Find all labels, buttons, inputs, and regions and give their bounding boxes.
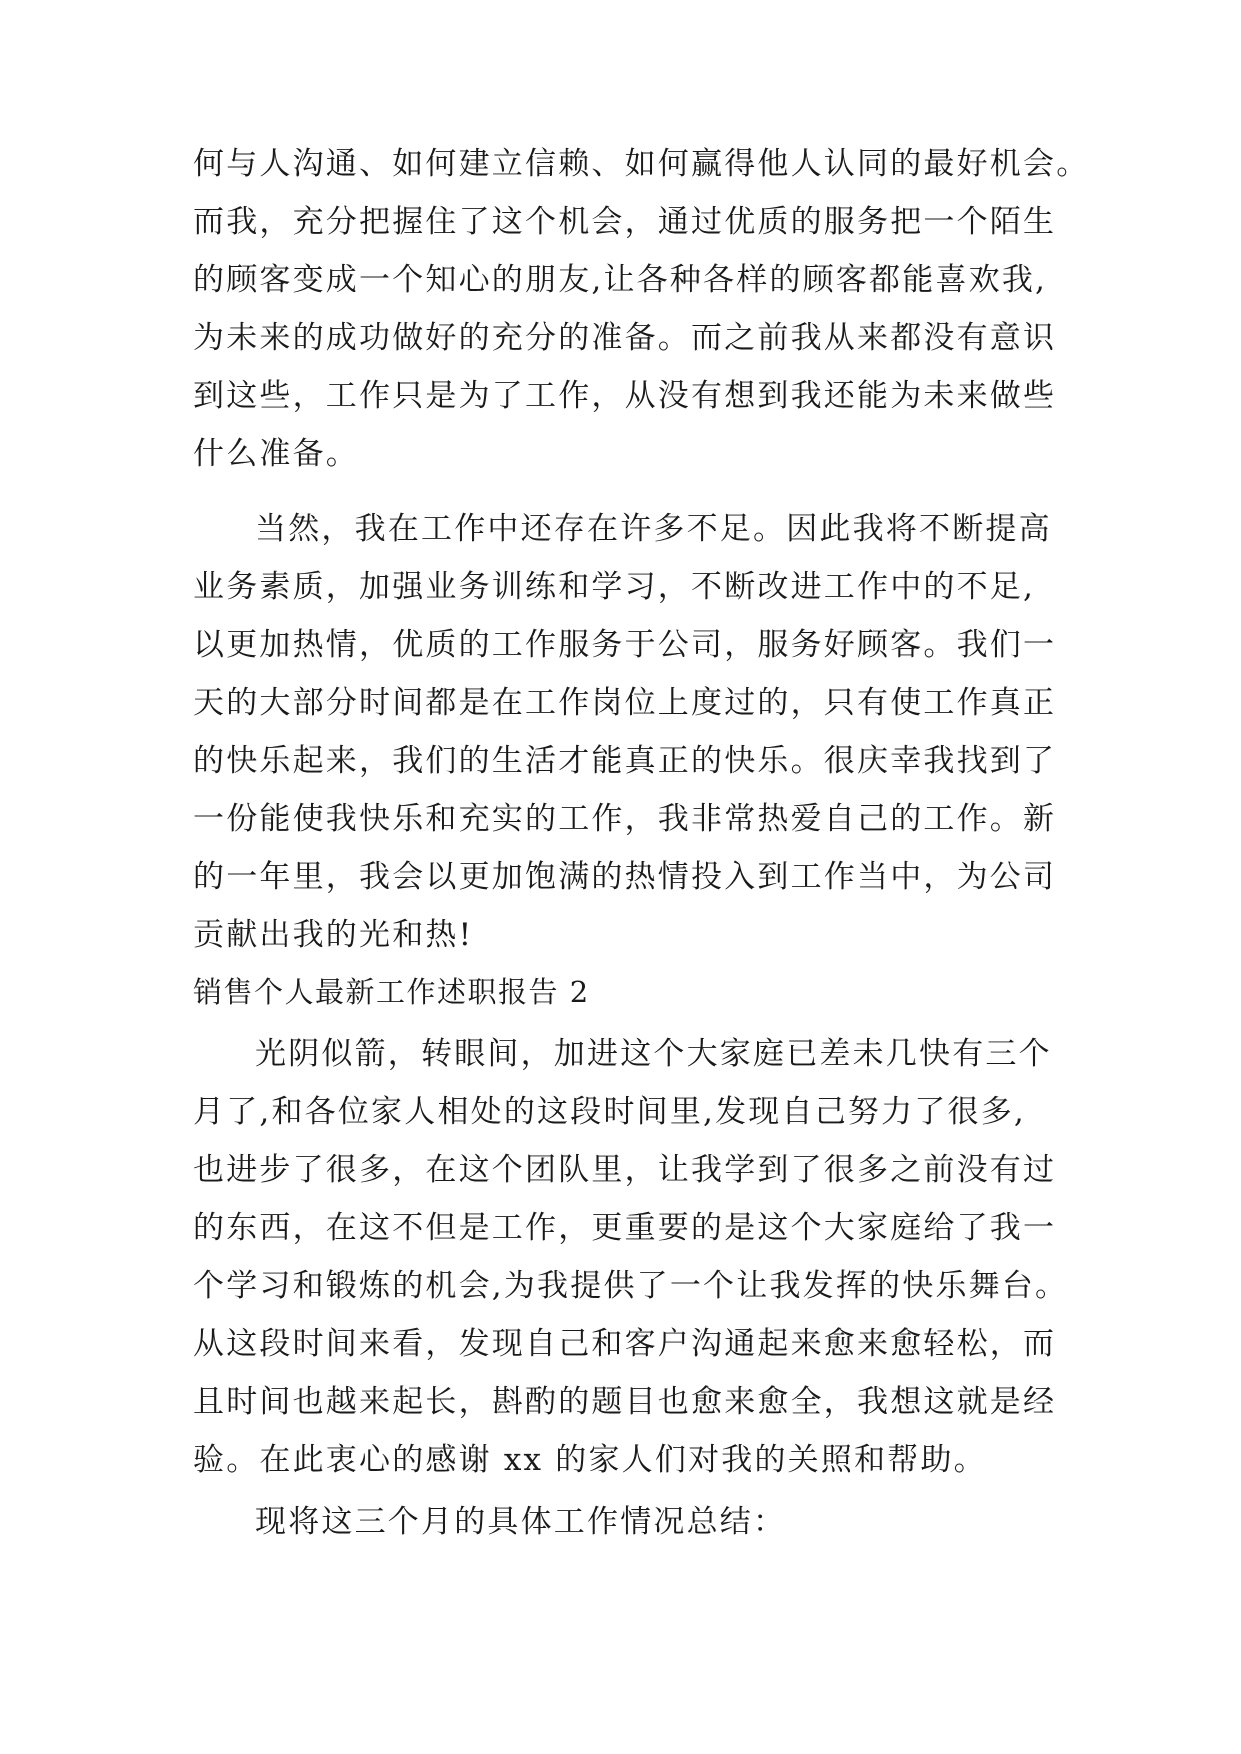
paragraph-line: 且时间也越来起长，斟酌的题目也愈来愈全，我想这就是经 bbox=[193, 1384, 1057, 1420]
paragraph-line: 为未来的成功做好的充分的准备。而之前我从来都没有意识 bbox=[193, 320, 1057, 356]
paragraph-line: 的顾客变成一个知心的朋友,让各种各样的顾客都能喜欢我, bbox=[193, 262, 1048, 298]
paragraph-line: 何与人沟通、如何建立信赖、如何赢得他人认同的最好机会。 bbox=[193, 146, 1090, 182]
paragraph-line: 的一年里，我会以更加饱满的热情投入到工作当中，为公司 bbox=[193, 859, 1057, 895]
paragraph-line: 光阴似箭，转眼间，加进这个大家庭已差未几快有三个 bbox=[255, 1036, 1052, 1072]
paragraph-line: 到这些，工作只是为了工作，从没有想到我还能为未来做些 bbox=[193, 378, 1057, 414]
paragraph-line: 业务素质，加强业务训练和学习，不断改进工作中的不足, bbox=[193, 569, 1036, 605]
paragraph-line: 天的大部分时间都是在工作岗位上度过的，只有使工作真正 bbox=[193, 685, 1057, 721]
paragraph-line: 的快乐起来，我们的生活才能真正的快乐。很庆幸我找到了 bbox=[193, 743, 1057, 779]
paragraph-line: 贡献出我的光和热! bbox=[193, 917, 474, 953]
section-heading: 销售个人最新工作述职报告 2 bbox=[193, 975, 590, 1009]
paragraph-line: 也进步了很多，在这个团队里，让我学到了很多之前没有过 bbox=[193, 1152, 1057, 1188]
paragraph-line: 个学习和锻炼的机会,为我提供了一个让我发挥的快乐舞台。 bbox=[193, 1268, 1069, 1304]
paragraph-line: 验。在此衷心的感谢 xx 的家人们对我的关照和帮助。 bbox=[193, 1442, 987, 1478]
paragraph-line: 一份能使我快乐和充实的工作，我非常热爱自己的工作。新 bbox=[193, 801, 1057, 837]
paragraph-line: 当然，我在工作中还存在许多不足。因此我将不断提高 bbox=[255, 511, 1052, 547]
paragraph-line: 月了,和各位家人相处的这段时间里,发现自己努力了很多, bbox=[193, 1094, 1026, 1130]
paragraph-line: 以更加热情，优质的工作服务于公司，服务好顾客。我们一 bbox=[193, 627, 1057, 663]
paragraph-line: 从这段时间来看，发现自己和客户沟通起来愈来愈轻松，而 bbox=[193, 1326, 1057, 1362]
paragraph-line: 而我，充分把握住了这个机会，通过优质的服务把一个陌生 bbox=[193, 204, 1057, 240]
paragraph-line: 什么准备。 bbox=[193, 436, 359, 472]
paragraph-line: 的东西，在这不但是工作，更重要的是这个大家庭给了我一 bbox=[193, 1210, 1057, 1246]
paragraph-line: 现将这三个月的具体工作情况总结： bbox=[255, 1504, 787, 1540]
